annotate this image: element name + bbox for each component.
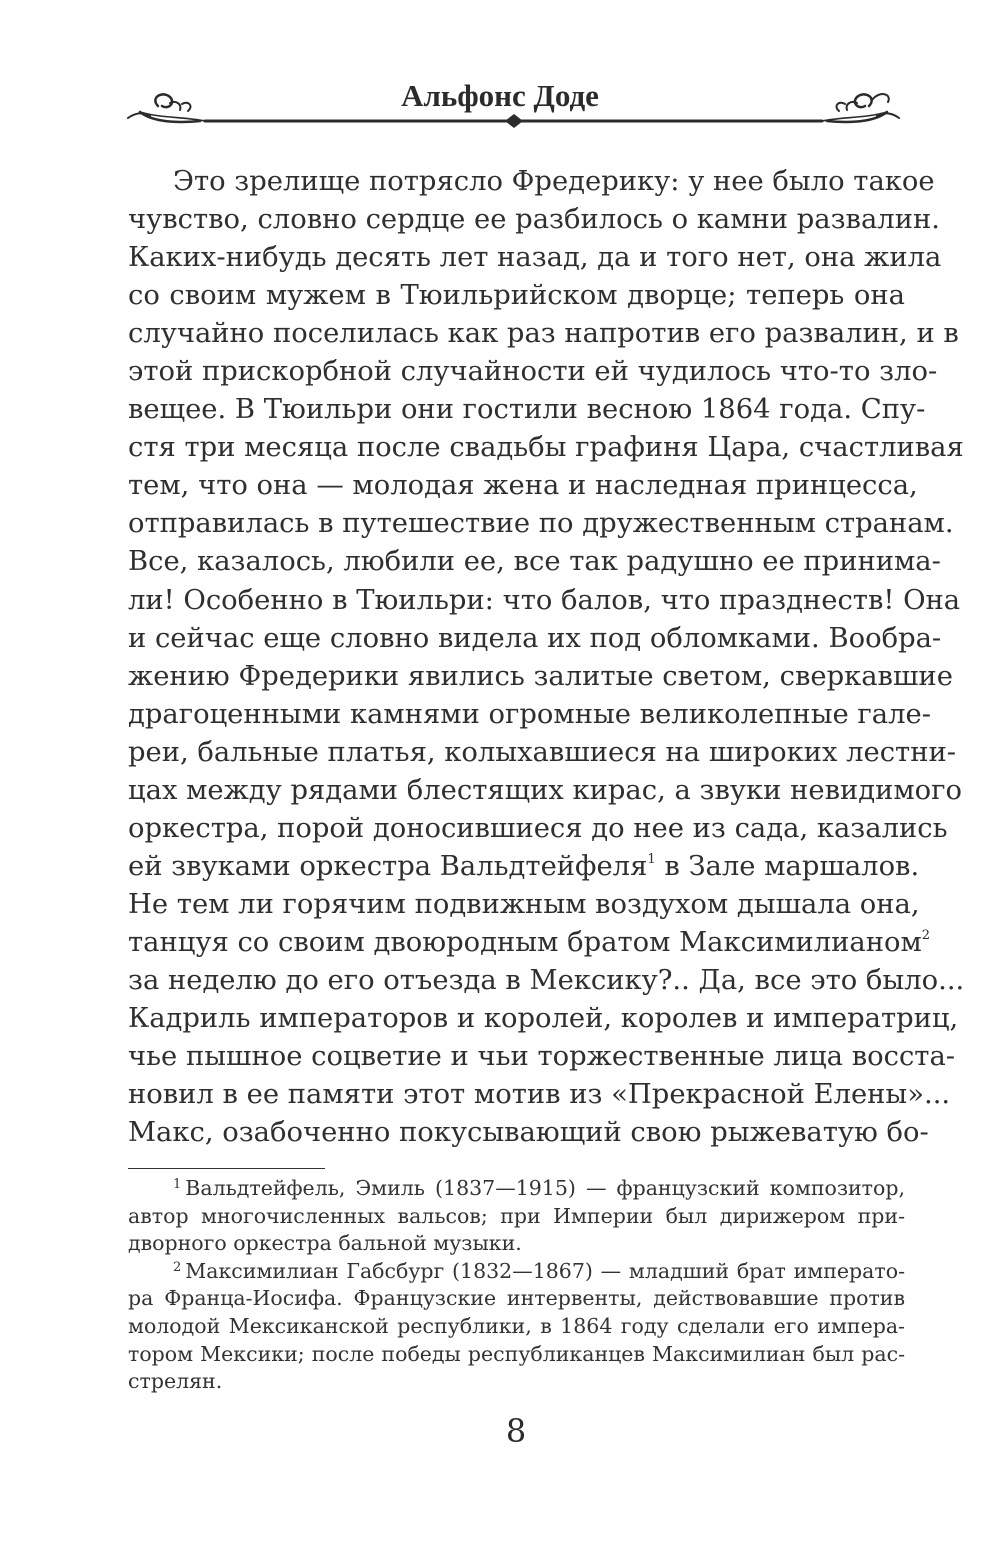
footnote-2-mark: 2 [173, 1259, 182, 1275]
text-fragment: танцуя со своим двоюродным братом Максимилианом [128, 926, 922, 958]
footnote-2-line [128, 1258, 905, 1286]
footnote-ref-1[interactable]: 1 [647, 851, 656, 867]
text-line: оркестра, порой доносившиеся до нее из сада, казались [128, 812, 948, 844]
text-line: Это зрелище потрясло Фредерику: у нее было такое [173, 166, 935, 197]
footnote-1-mark: 1 [173, 1177, 182, 1192]
text-line: ли! Особенно в Тюильри: что балов, что празднеств! Она [128, 584, 961, 616]
text-line: Все, казалось, любили ее, все так радушно ее принима- [128, 546, 941, 578]
footnote-ref-2[interactable]: 2 [921, 927, 931, 943]
text-line-with-footnote-2 [128, 924, 931, 962]
footnote-1-line [128, 1175, 905, 1203]
text-line: Каких-нибудь десять лет назад, да и того нет, она жила [128, 242, 942, 274]
footnote-2-line: тором Мексики; после победы республиканцев Максимилиан был рас- [128, 1341, 905, 1366]
footnote-2-line: стрелян. [128, 1369, 223, 1394]
footnote-2-line: ра Франца-Иосифа. Французские интервенты, действовавшие против [128, 1286, 905, 1311]
footnote-2-line: молодой Мексиканской республики, в 1864 году сделали его импера- [128, 1313, 905, 1338]
text-line: чувство, словно сердце ее разбилось о камни развалин. [128, 204, 940, 236]
text-fragment: ей звуками оркестра Вальдтейфеля [128, 850, 648, 882]
footnote-text: Максимилиан Габсбург (1832—1867) — младший брат императо- [185, 1258, 905, 1283]
footnotes [128, 1175, 905, 1396]
footnote-1-line: дворного оркестра бальной музыки. [128, 1231, 522, 1256]
footnote-text: Вальдтейфель, Эмиль (1837—1915) — французский композитор, [185, 1176, 905, 1200]
text-fragment: в Зале маршалов. [655, 850, 920, 882]
text-line: чье пышное соцветие и чьи торжественные лица восста- [128, 1041, 956, 1073]
text-line: новил в ее памяти этот мотив из «Прекрасной Елены»... [128, 1079, 951, 1111]
text-line: за неделю до его отъезда в Мексику?.. Да, все это было... [128, 964, 965, 996]
text-line: реи, бальные платья, колыхавшиеся на широких лестни- [128, 736, 956, 768]
text-line-with-footnote-1 [128, 848, 920, 886]
text-line: Не тем ли горячим подвижным воздухом дышала она, [128, 888, 920, 920]
body-text [128, 163, 965, 1152]
text-line: отправилась в путешествие по дружественным странам. [128, 508, 954, 540]
text-line: драгоценными камнями огромные великолепные гале- [128, 698, 931, 730]
text-line: Кадриль императоров и королей, королев и императриц, [128, 1003, 959, 1035]
text-line: со своим мужем в Тюильрийском дворце; теперь она [128, 280, 905, 312]
page-number: 8 [505, 1412, 527, 1450]
text-line: вещее. В Тюильри они гостили весною 1864 года. Спу- [128, 394, 926, 426]
text-line: стя три месяца после свадьбы графиня Цара, счастливая [128, 432, 964, 464]
footnote-separator [128, 1168, 325, 1169]
text-line: и сейчас еще словно видела их под обломками. Вообра- [128, 622, 942, 654]
footnote-1-line: автор многочисленных вальсов; при Империи был дирижером при- [128, 1203, 905, 1228]
text-line: цах между рядами блестящих кирас, а звуки невидимого [128, 774, 963, 806]
text-line: Макс, озабоченно покусывающий свою рыжеватую бо- [128, 1117, 929, 1149]
text-line: случайно поселилась как раз напротив его развалин, и в [128, 318, 959, 350]
text-line: тем, что она — молодая жена и наследная принцесса, [128, 470, 918, 502]
text-line: этой прискорбной случайности ей чудилось что-то зло- [128, 356, 938, 388]
running-title: Альфонс Доде [401, 78, 599, 113]
header-ornament [0, 0, 1000, 150]
text-line: жению Фредерики явились залитые светом, сверкавшие [128, 660, 953, 692]
